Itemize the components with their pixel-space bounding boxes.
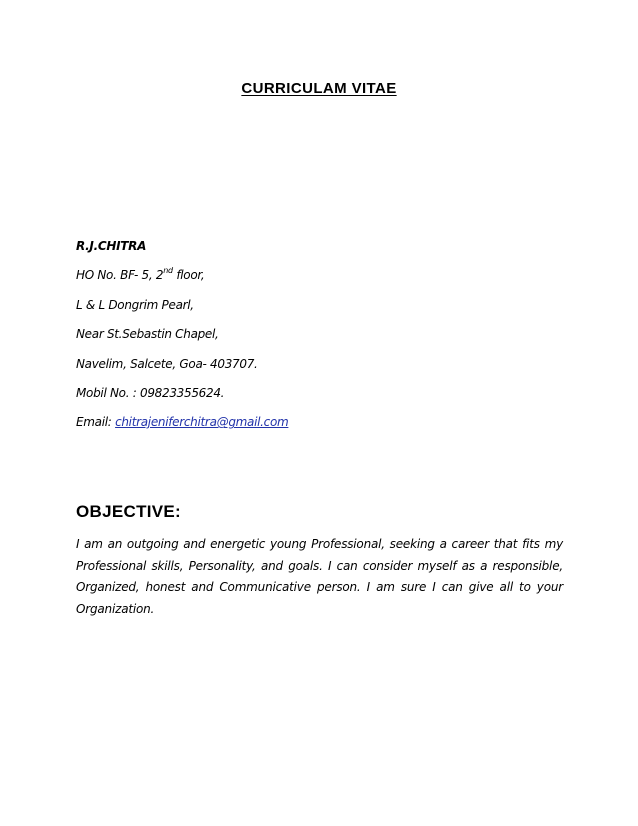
applicant-name: R.J.CHITRA: [76, 239, 147, 253]
address-line-2: L & L Dongrim Pearl,: [76, 297, 194, 312]
email-link[interactable]: chitrajeniferchitra@gmail.com: [115, 415, 289, 430]
mobile-number: Mobil No. : 09823355624.: [76, 386, 225, 401]
address-line-1: [76, 261, 576, 290]
objective-heading: OBJECTIVE:: [76, 502, 182, 521]
email-label: Email:: [76, 415, 116, 430]
address-line-4: Navelim, Salcete, Goa- 403707.: [76, 356, 258, 371]
objective-text: I am an outgoing and energetic young Professional, seeking a career that fits my Professional skills, Personality, and goals. I can consider myself as a responsible, Organized, honest and Communicative person. I am sure I can give all to your Organization.: [76, 537, 563, 616]
document-title: CURRICULAM VITAE: [241, 80, 397, 97]
email-line: [76, 408, 576, 437]
address-line-3: Near St.Sebastin Chapel,: [76, 327, 219, 342]
ordinal-suffix: nd: [163, 266, 173, 276]
contact-block: [76, 232, 576, 438]
address-line-1-prefix: HO No. BF- 5, 2: [76, 268, 164, 283]
address-line-1-suffix: floor,: [172, 268, 205, 283]
